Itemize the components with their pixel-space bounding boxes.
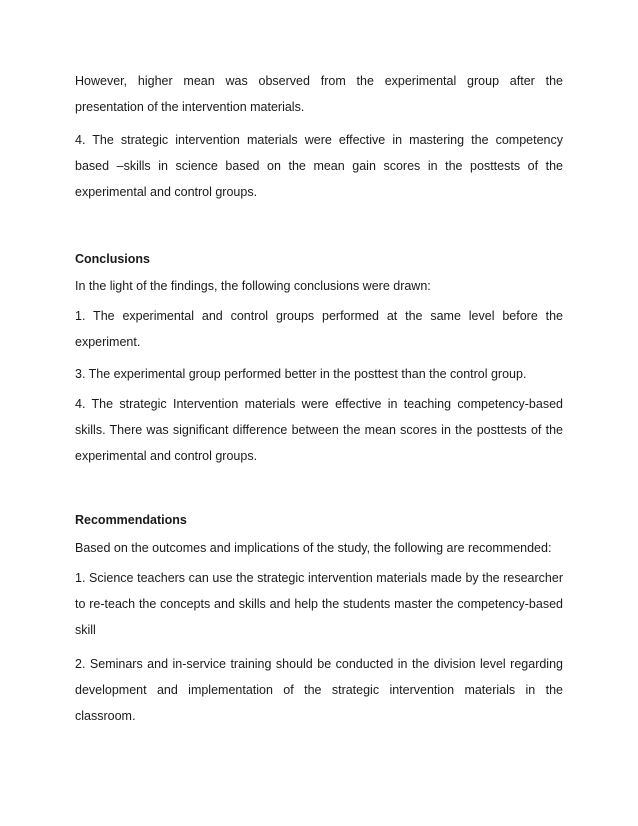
text-line: 4. The strategic Intervention materials were effective in teaching competency-based xyxy=(75,397,563,411)
text-line: experimental and control groups. xyxy=(75,185,258,199)
intro-paragraph xyxy=(75,68,563,120)
text-line: skills. There was significant difference between the mean scores in the posttests of the xyxy=(75,423,563,437)
text-line: 2. Seminars and in-service training should be conducted in the division level regarding xyxy=(75,657,563,671)
text-line: However, higher mean was observed from the experimental group after the xyxy=(75,74,563,88)
text-line: 1. Science teachers can use the strategic intervention materials made by the researcher xyxy=(75,571,563,585)
text-line: based –skills in science based on the mean gain scores in the posttests of the xyxy=(75,159,563,173)
conclusion-item-1 xyxy=(75,303,563,355)
text-line: presentation of the intervention materials. xyxy=(75,100,305,114)
text-line: classroom. xyxy=(75,709,136,723)
recommendations-intro: Based on the outcomes and implications of the study, the following are recommended: xyxy=(75,541,552,555)
text-line: development and implementation of the strategic intervention materials in the xyxy=(75,683,563,697)
text-line: 1. The experimental and control groups performed at the same level before the xyxy=(75,309,563,323)
conclusion-item-3: 3. The experimental group performed better in the posttest than the control group. xyxy=(75,367,527,381)
recommendation-item-1 xyxy=(75,565,563,643)
conclusions-intro: In the light of the findings, the following conclusions were drawn: xyxy=(75,279,431,293)
recommendations-heading: Recommendations xyxy=(75,513,187,527)
conclusions-heading: Conclusions xyxy=(75,252,151,266)
recommendation-item-2 xyxy=(75,651,563,729)
text-line: skill xyxy=(75,623,96,637)
conclusion-item-4 xyxy=(75,391,563,469)
text-line: experiment. xyxy=(75,335,141,349)
text-line: to re-teach the concepts and skills and help the students master the competency-based xyxy=(75,597,563,611)
finding-4-paragraph xyxy=(75,127,563,205)
text-line: experimental and control groups. xyxy=(75,449,258,463)
text-line: 4. The strategic intervention materials were effective in mastering the competency xyxy=(75,133,563,147)
